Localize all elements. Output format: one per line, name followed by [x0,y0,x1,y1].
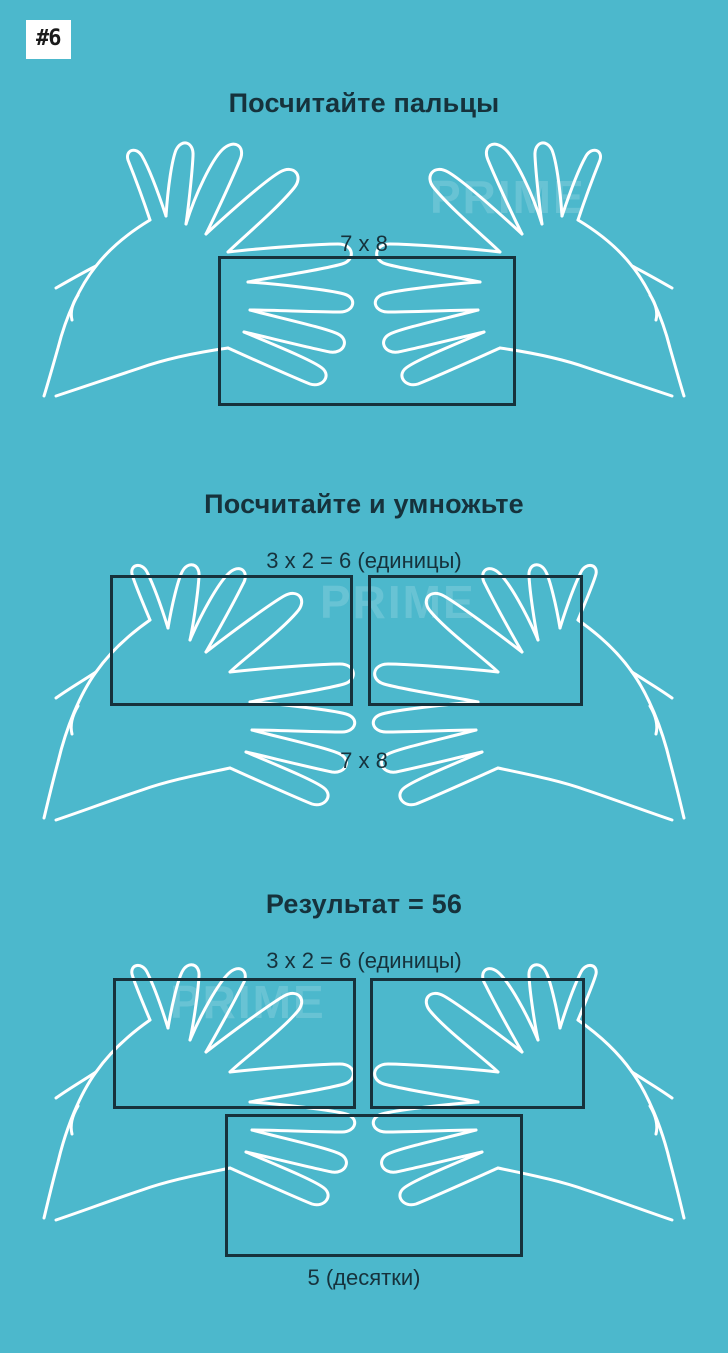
highlight-box-right-units-result [370,978,585,1109]
watermark-text: PRIME [170,976,326,1028]
section-title-result: Результат = 56 [265,889,463,919]
equation-label-7x8: 7 x 8 [340,231,388,256]
highlight-box-right-units [368,575,583,706]
section-title-count-fingers: Посчитайте пальцы [228,88,500,118]
highlight-box-fingers [218,256,516,406]
watermark-text: PRIME [320,576,476,628]
equation-label-units-third: 3 x 2 = 6 (единицы) [266,948,462,973]
step-badge: #6 [26,20,71,59]
label-tens: 5 (десятки) [307,1265,421,1290]
watermark-text: PRIME [430,171,586,223]
highlight-box-left-units [110,575,353,706]
section-title-count-multiply: Посчитайте и умножьте [204,489,524,519]
equation-label-7x8-second: 7 x 8 [340,748,388,773]
highlight-box-left-units-result [113,978,356,1109]
highlight-box-tens [225,1114,523,1257]
equation-label-units: 3 x 2 = 6 (единицы) [266,548,462,573]
